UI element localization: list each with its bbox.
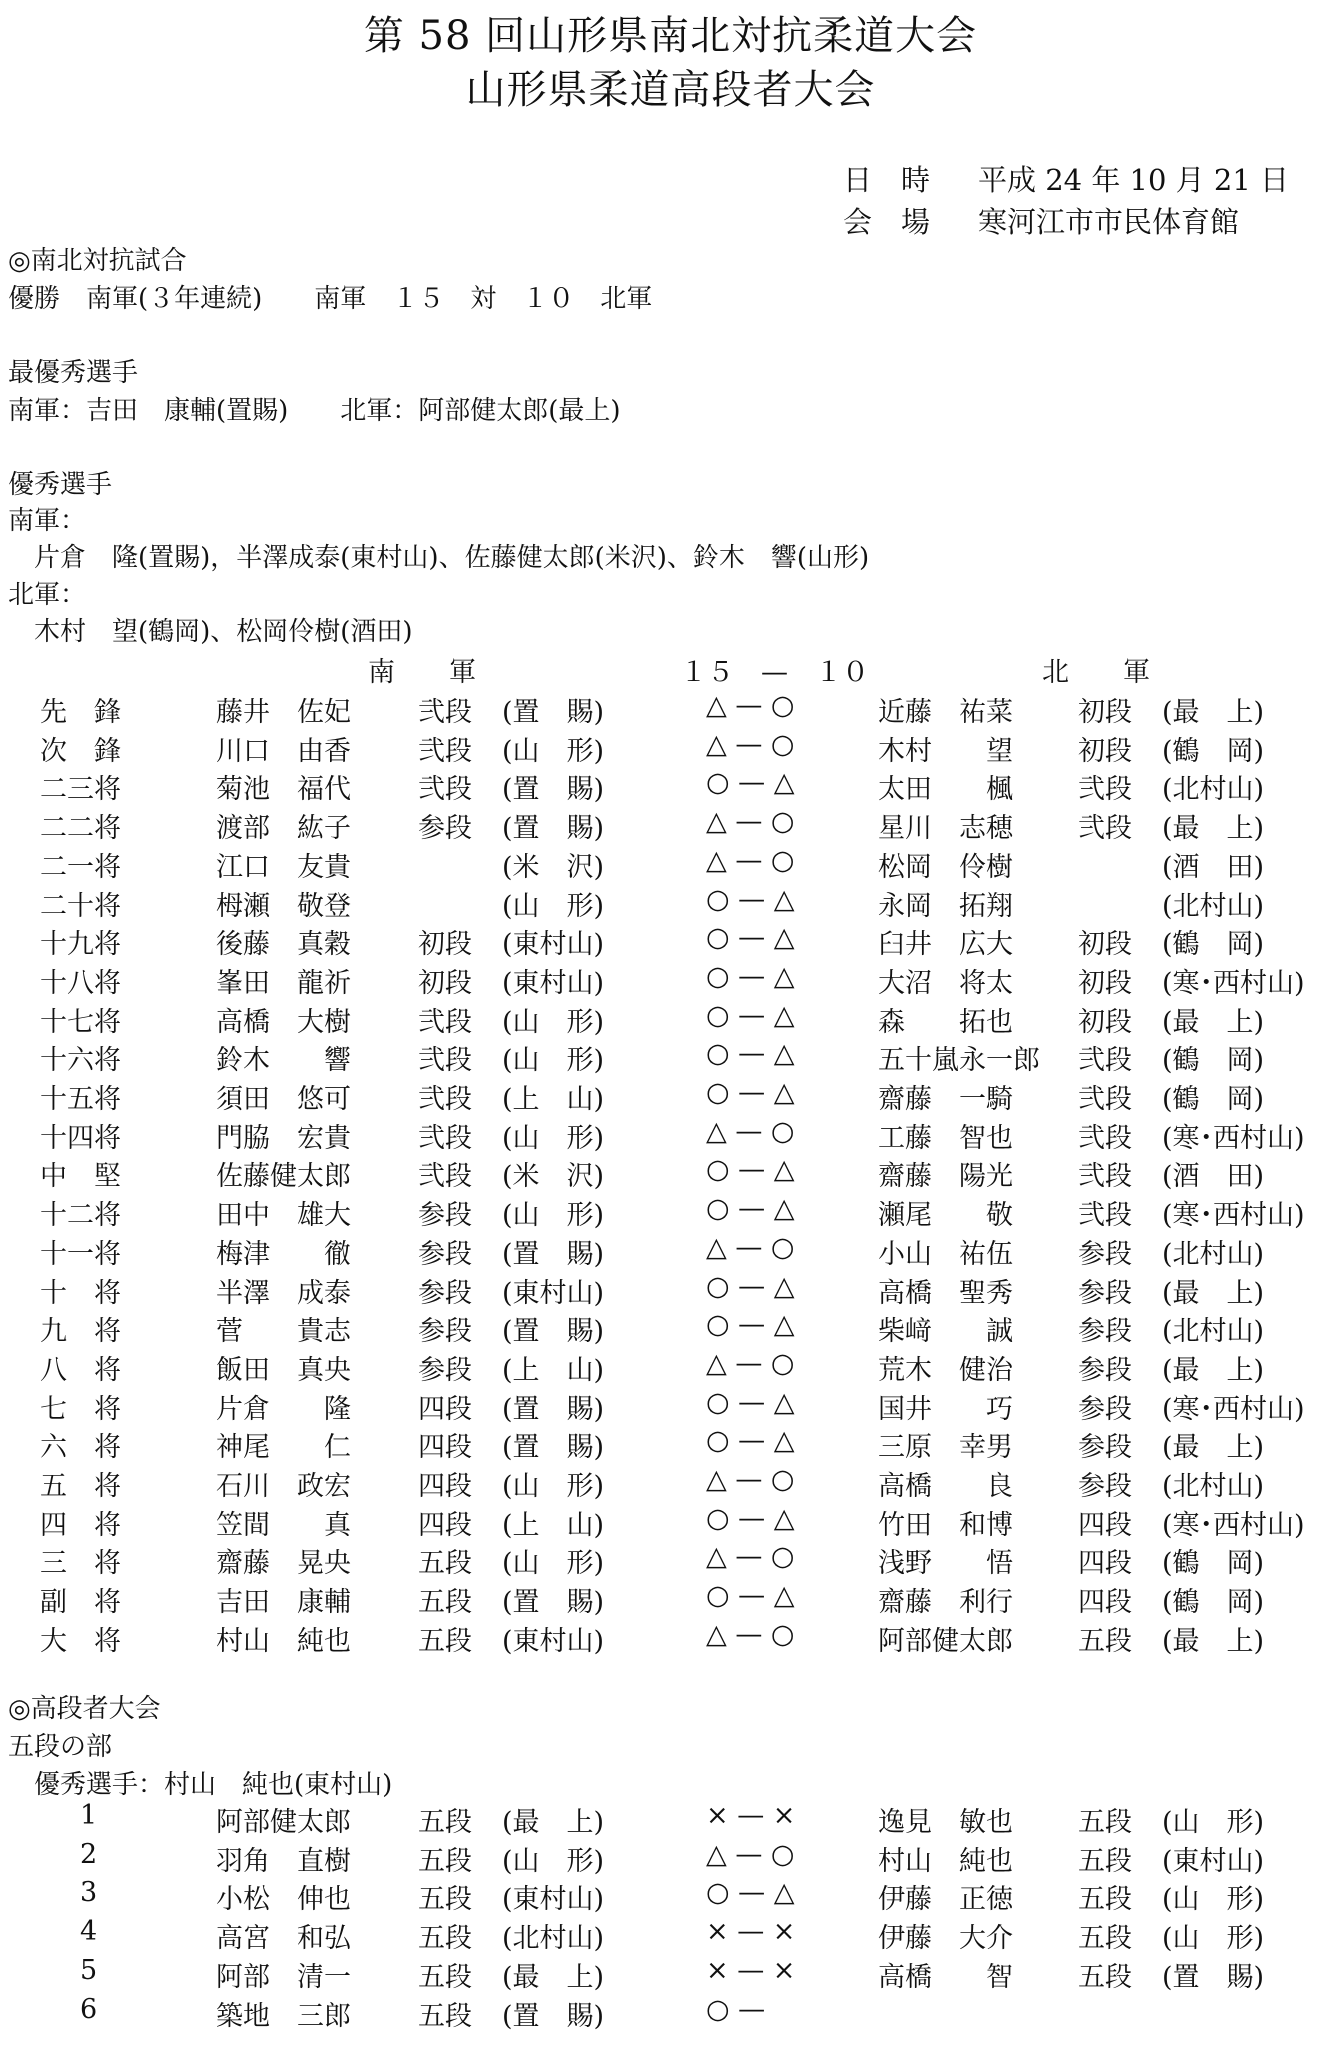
south-player-name: 石川 政宏 [216,1471,351,1502]
south-player-name: 吉田 康輔 [216,1587,351,1619]
mvp-title: 最優秀選手 [8,358,139,388]
south-player-area: (置 賜) [502,1393,605,1425]
north-player-area: (鶴 岡) [1162,735,1265,767]
south-player-name: 鈴木 響 [216,1045,351,1077]
north-player-area: (山 形) [1162,1923,1265,1955]
north-player-name: 小山 祐伍 [878,1238,1013,1270]
south-player-name: 片倉 隆 [216,1393,351,1425]
south-player-name: 栂瀬 敬登 [216,890,351,922]
bout-position: 十七将 [40,1006,121,1038]
north-player-name: 五十嵐永一郎 [878,1045,1040,1077]
bout-result: △ — ○ [706,844,795,876]
bout-result: ○ — △ [706,1193,795,1225]
south-player-name: 門脇 宏貴 [216,1122,351,1154]
bout-position: 二一将 [40,851,121,883]
north-player-area: (酒 田) [1162,1161,1265,1193]
south-player-rank: 五段 [418,1587,472,1619]
north-player-area: (北村山) [1162,1238,1265,1270]
north-player-name: 柴﨑 誠 [878,1316,1013,1348]
south-player-area: (置 賜) [502,697,605,728]
south-player-area: (山 形) [502,1845,605,1877]
north-player-rank: 五段 [1078,1923,1132,1955]
north-player-rank: 初段 [1078,697,1132,728]
north-player-name: 高橋 良 [878,1471,1013,1502]
bout-result: ○ — △ [706,1386,795,1418]
south-player-area: (置 賜) [502,1587,605,1619]
south-label: 南軍： [8,506,87,536]
north-player-rank: 参段 [1078,1354,1132,1386]
north-player-name: 松岡 伶樹 [878,851,1013,883]
north-player-area: (鶴 岡) [1162,1084,1265,1115]
bout-result: ○ — △ [706,1580,795,1612]
north-player-name: 星川 志穂 [878,813,1013,845]
bout-result: ○ — △ [706,767,795,799]
south-player-area: (東村山) [502,1884,605,1916]
table-header-south: 南 軍 [368,657,476,688]
south-player-rank: 弐段 [418,1161,472,1193]
bout-result: △ — ○ [706,728,795,760]
bout-result: ○ — △ [706,922,795,954]
bout-position: 十四将 [40,1122,121,1154]
north-player-rank: 参段 [1078,1432,1132,1464]
north-player-area: (寒･西村山) [1162,1393,1305,1425]
south-player-area: (米 沢) [502,851,605,883]
north-player-name: 齋藤 利行 [878,1587,1013,1619]
table-header-north: 北 軍 [1042,657,1150,688]
south-player-name: 川口 由香 [216,735,351,767]
page-title: 第 58 回山形県南北対抗柔道大会 [363,13,978,59]
bout-position: 十一将 [40,1238,121,1270]
south-player-area: (上 山) [502,1354,605,1386]
north-player-name: 臼井 広大 [878,929,1013,961]
page-subtitle: 山形県柔道高段者大会 [465,67,876,113]
bout-position: 中 堅 [40,1161,121,1193]
south-player-area: (米 沢) [502,1161,605,1193]
south-player-name: 佐藤健太郎 [216,1161,351,1193]
south-player-rank: 初段 [418,929,472,961]
bout-position: 十八将 [40,967,121,999]
north-player-area: (鶴 岡) [1162,1587,1265,1619]
bout-position: 十二将 [40,1200,121,1232]
south-player-area: (置 賜) [502,774,605,806]
south-player-name: 後藤 真穀 [216,929,351,961]
north-label: 北軍： [8,580,87,610]
north-player-rank: 弐段 [1078,1122,1132,1154]
bout-result: △ — ○ [706,1838,795,1870]
north-player-rank: 四段 [1078,1548,1132,1580]
north-player-name: 阿部健太郎 [878,1625,1013,1657]
south-player-area: (北村山) [502,1923,605,1955]
south-player-name: 菊池 福代 [216,774,351,806]
north-player-area: (北村山) [1162,1316,1265,1348]
north-player-rank: 五段 [1078,1807,1132,1838]
bout-position: 十九将 [40,929,121,961]
bout-result: △ — ○ [706,1464,795,1495]
north-player-area: (鶴 岡) [1162,929,1265,961]
north-player-name: 竹田 和博 [878,1509,1013,1541]
south-player-name: 飯田 真央 [216,1354,351,1386]
bout-position: 4 [80,1916,98,1948]
north-player-rank: 弐段 [1078,1045,1132,1077]
north-player-rank: 四段 [1078,1509,1132,1541]
north-player-area: (東村山) [1162,1845,1265,1877]
bout-result: ○ — △ [706,1038,795,1070]
south-player-rank: 五段 [418,1845,472,1877]
south-player-area: (上 山) [502,1509,605,1541]
north-player-rank: 五段 [1078,1884,1132,1916]
bout-result: ○ — △ [706,1309,795,1341]
north-player-name: 齋藤 一騎 [878,1084,1013,1115]
bout-result: △ — ○ [706,806,795,838]
south-player-rank: 参段 [418,813,472,845]
north-player-rank: 弐段 [1078,1084,1132,1115]
bout-position: 1 [80,1800,98,1831]
south-player-area: (東村山) [502,1625,605,1657]
north-player-rank: 弐段 [1078,774,1132,806]
bout-position: 十六将 [40,1045,121,1077]
south-player-name: 峯田 龍祈 [216,967,351,999]
south-player-area: (最 上) [502,1961,605,1993]
bout-position: 二三将 [40,774,121,806]
south-player-name: 阿部健太郎 [216,1807,351,1838]
north-player-name: 森 拓也 [878,1006,1013,1038]
north-player-rank: 弐段 [1078,1200,1132,1232]
north-player-area: (最 上) [1162,813,1265,845]
south-player-name: 神尾 仁 [216,1432,351,1464]
mvp-line: 南軍：吉田 康輔(置賜) 北軍：阿部健太郎(最上) [8,396,621,426]
north-player-rank: 参段 [1078,1277,1132,1309]
south-player-rank: 弐段 [418,697,472,728]
south-player-rank: 参段 [418,1277,472,1309]
north-player-name: 大沼 将太 [878,967,1013,999]
bout-position: 五 将 [40,1471,121,1502]
bout-result: ○ — △ [706,1270,795,1302]
north-player-rank: 初段 [1078,929,1132,961]
bout-position: 5 [80,1954,98,1986]
bout-result: △ — ○ [706,1231,795,1263]
bout-result: △ — ○ [706,1541,795,1573]
bout-position: 七 将 [40,1393,121,1425]
bout-result: × — × [706,1954,796,1986]
bout-position: 先 鋒 [40,697,121,728]
bout-result: △ — ○ [706,1618,795,1650]
table-header-score: １５ — １０ [680,657,869,688]
bout-result: × — × [706,1916,796,1948]
north-player-name: 近藤 祐菜 [878,697,1013,728]
north-player-area: (最 上) [1162,1625,1265,1657]
south-player-name: 羽角 直樹 [216,1845,351,1877]
north-player-area: (鶴 岡) [1162,1045,1265,1077]
north-player-area: (北村山) [1162,1471,1265,1502]
south-player-rank: 弐段 [418,1084,472,1115]
bout-result: ○ — △ [706,960,795,992]
north-player-name: 村山 純也 [878,1845,1013,1877]
south-player-rank: 弐段 [418,1045,472,1077]
south-player-name: 笠間 真 [216,1509,351,1541]
north-player-rank: 参段 [1078,1471,1132,1502]
north-player-rank: 参段 [1078,1393,1132,1425]
north-player-area: (最 上) [1162,1006,1265,1038]
south-player-rank: 五段 [418,1807,472,1838]
north-player-area: (山 形) [1162,1884,1265,1916]
north-player-name: 永岡 拓翔 [878,890,1013,922]
north-player-area: (寒･西村山) [1162,1122,1305,1154]
north-players: 木村 望(鶴岡)、松岡伶樹(酒田) [8,617,413,647]
south-player-area: (山 形) [502,1200,605,1232]
high-dan-excellent: 優秀選手：村山 純也(東村山) [8,1770,393,1800]
south-player-name: 村山 純也 [216,1625,351,1657]
south-player-rank: 初段 [418,967,472,999]
bout-result: ○ — △ [706,1425,795,1457]
south-player-name: 田中 雄大 [216,1200,351,1232]
bout-result: ○ — △ [706,1502,795,1534]
south-player-rank: 五段 [418,1625,472,1657]
north-player-area: (寒･西村山) [1162,967,1305,999]
bout-position: 3 [80,1877,98,1909]
bout-position: 6 [80,1993,98,2025]
south-player-name: 梅津 徹 [216,1238,351,1270]
north-player-rank: 五段 [1078,1961,1132,1993]
north-player-name: 浅野 悟 [878,1548,1013,1580]
bout-position: 副 将 [40,1587,121,1619]
south-player-name: 須田 悠可 [216,1084,351,1115]
north-player-area: (酒 田) [1162,851,1265,883]
bout-position: 九 将 [40,1316,121,1348]
north-player-area: (北村山) [1162,774,1265,806]
north-player-name: 木村 望 [878,735,1013,767]
north-player-name: 国井 巧 [878,1393,1013,1425]
south-player-rank: 五段 [418,1961,472,1993]
bout-result: × — × [706,1800,796,1831]
venue-label: 会 場 [843,205,931,239]
bout-position: 2 [80,1838,98,1870]
south-player-area: (山 形) [502,890,605,922]
south-player-rank: 弐段 [418,1006,472,1038]
north-player-area: (置 賜) [1162,1961,1265,1993]
north-player-area: (北村山) [1162,890,1265,922]
north-player-rank: 初段 [1078,967,1132,999]
south-player-rank: 参段 [418,1354,472,1386]
south-player-rank: 参段 [418,1316,472,1348]
south-player-rank: 弐段 [418,774,472,806]
bout-result: △ — ○ [706,1347,795,1379]
north-player-name: 高橋 聖秀 [878,1277,1013,1309]
south-player-area: (山 形) [502,1045,605,1077]
south-player-area: (置 賜) [502,1316,605,1348]
south-player-rank: 四段 [418,1509,472,1541]
bout-result: ○ — △ [706,1154,795,1186]
north-player-name: 逸見 敏也 [878,1807,1013,1838]
north-player-rank: 参段 [1078,1238,1132,1270]
excellent-title: 優秀選手 [8,470,113,500]
bout-position: 十 将 [40,1277,121,1309]
bout-position: 八 将 [40,1354,121,1386]
south-player-area: (上 山) [502,1084,605,1115]
bout-position: 二十将 [40,890,121,922]
north-player-area: (最 上) [1162,1354,1265,1386]
south-player-rank: 弐段 [418,1122,472,1154]
bout-result: △ — ○ [706,1115,795,1147]
south-player-rank: 四段 [418,1471,472,1502]
south-player-area: (山 形) [502,1122,605,1154]
north-player-name: 太田 楓 [878,774,1013,806]
north-player-rank: 初段 [1078,735,1132,767]
south-player-name: 江口 友貴 [216,851,351,883]
south-player-name: 高宮 和弘 [216,1923,351,1955]
south-player-area: (置 賜) [502,813,605,845]
north-player-name: 伊藤 大介 [878,1923,1013,1955]
bout-result: ○ — △ [706,1877,795,1909]
bout-position: 次 鋒 [40,735,121,767]
bout-result: ○ — △ [706,883,795,915]
south-player-rank: 四段 [418,1432,472,1464]
north-player-area: (寒･西村山) [1162,1200,1305,1232]
south-player-area: (東村山) [502,929,605,961]
north-player-rank: 参段 [1078,1316,1132,1348]
north-player-name: 瀬尾 敬 [878,1200,1013,1232]
south-player-area: (置 賜) [502,1238,605,1270]
north-player-area: (最 上) [1162,1277,1265,1309]
north-player-area: (山 形) [1162,1807,1265,1838]
north-player-rank: 初段 [1078,1006,1132,1038]
south-player-name: 高橋 大樹 [216,1006,351,1038]
bout-result: ○ — △ [706,999,795,1031]
south-player-name: 菅 貴志 [216,1316,351,1348]
bout-result: ○ — [706,1993,766,2025]
bout-position: 三 将 [40,1548,121,1580]
date-label: 日 時 [843,163,931,197]
south-player-area: (東村山) [502,1277,605,1309]
north-player-name: 荒木 健治 [878,1354,1013,1386]
south-player-area: (山 形) [502,1471,605,1502]
bout-position: 六 将 [40,1432,121,1464]
south-player-rank: 五段 [418,1548,472,1580]
south-player-name: 渡部 紘子 [216,813,351,845]
north-player-area: (寒･西村山) [1162,1509,1305,1541]
south-player-name: 半澤 成泰 [216,1277,351,1309]
south-player-name: 小松 伸也 [216,1884,351,1916]
date-value: 平成 24 年 10 月 21 日 [978,163,1290,197]
south-player-rank: 参段 [418,1200,472,1232]
south-player-name: 齋藤 晃央 [216,1548,351,1580]
south-player-rank: 参段 [418,1238,472,1270]
north-player-area: (最 上) [1162,697,1265,728]
south-player-area: (置 賜) [502,1432,605,1464]
bout-position: 二二将 [40,813,121,845]
winner-line: 優勝 南軍(３年連続) 南軍 １５ 対 １０ 北軍 [8,284,653,314]
section-north-south: ◎南北対抗試合 [8,246,187,276]
north-player-area: (鶴 岡) [1162,1548,1265,1580]
south-player-area: (置 賜) [502,2000,605,2032]
north-player-rank: 五段 [1078,1625,1132,1657]
venue-value: 寒河江市市民体育館 [978,205,1240,239]
north-player-area: (最 上) [1162,1432,1265,1464]
bout-position: 十五将 [40,1084,121,1115]
south-player-rank: 四段 [418,1393,472,1425]
bout-result: △ — ○ [706,690,795,721]
south-player-name: 築地 三郎 [216,2000,351,2032]
section-high-dan: ◎高段者大会 [8,1694,161,1724]
south-player-area: (山 形) [502,1006,605,1038]
south-player-rank: 五段 [418,1884,472,1916]
bout-position: 四 将 [40,1509,121,1541]
north-player-name: 三原 幸男 [878,1432,1013,1464]
north-player-name: 工藤 智也 [878,1122,1013,1154]
north-player-name: 齋藤 陽光 [878,1161,1013,1193]
south-player-area: (山 形) [502,1548,605,1580]
north-player-rank: 四段 [1078,1587,1132,1619]
south-player-area: (最 上) [502,1807,605,1838]
north-player-name: 高橋 智 [878,1961,1013,1993]
division-title: 五段の部 [8,1732,113,1762]
south-player-rank: 弐段 [418,735,472,767]
south-player-rank: 五段 [418,1923,472,1955]
north-player-rank: 弐段 [1078,813,1132,845]
north-player-rank: 弐段 [1078,1161,1132,1193]
south-player-area: (東村山) [502,967,605,999]
south-player-area: (山 形) [502,735,605,767]
south-players: 片倉 隆(置賜)，半澤成泰(東村山)、佐藤健太郎(米沢)、鈴木 響(山形) [8,543,870,573]
bout-position: 大 将 [40,1625,121,1657]
north-player-name: 伊藤 正徳 [878,1884,1013,1916]
bout-result: ○ — △ [706,1077,795,1108]
south-player-name: 藤井 佐妃 [216,697,351,728]
north-player-rank: 五段 [1078,1845,1132,1877]
south-player-name: 阿部 清一 [216,1961,351,1993]
south-player-rank: 五段 [418,2000,472,2032]
